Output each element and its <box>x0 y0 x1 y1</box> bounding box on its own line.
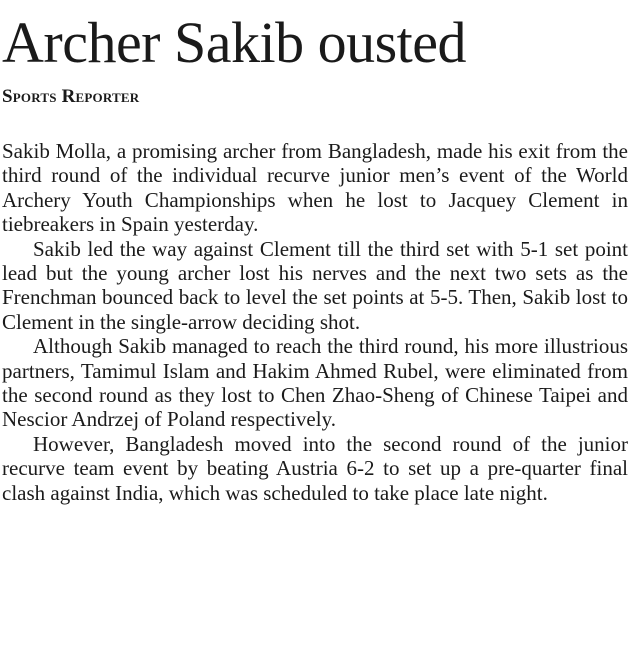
article-paragraph-1: Sakib Molla, a promising archer from Bangladesh, made his exit from the third round of the individual recurve junior men’s event of the World Archery Youth Championships when he lost to Jacquey Clement in tiebreakers in Spain yesterday. <box>2 139 628 237</box>
article-paragraph-2: Sakib led the way against Clement till the third set with 5-1 set point lead but the young archer lost his nerves and the next two sets as the Frenchman bounced back to level the set points at 5-5. Then, Sakib lost to Clement in the single-arrow deciding shot. <box>2 236 628 334</box>
article-byline: Sports Reporter <box>2 86 140 107</box>
article-headline: Archer Sakib ousted <box>2 10 467 75</box>
news-article <box>2 0 628 505</box>
article-body <box>2 139 628 505</box>
article-paragraph-3: Although Sakib managed to reach the third round, his more illustrious partners, Tamimul Islam and Hakim Ahmed Rubel, were eliminated from the second round as they lost to Chen Zhao-Sheng of Chinese Taipei and Nescior Andrzej of Poland respectively. <box>2 334 628 432</box>
article-paragraph-4: However, Bangladesh moved into the second round of the junior recurve team event by beating Austria 6-2 to set up a pre-quarter final clash against India, which was scheduled to take place late night. <box>2 431 628 505</box>
